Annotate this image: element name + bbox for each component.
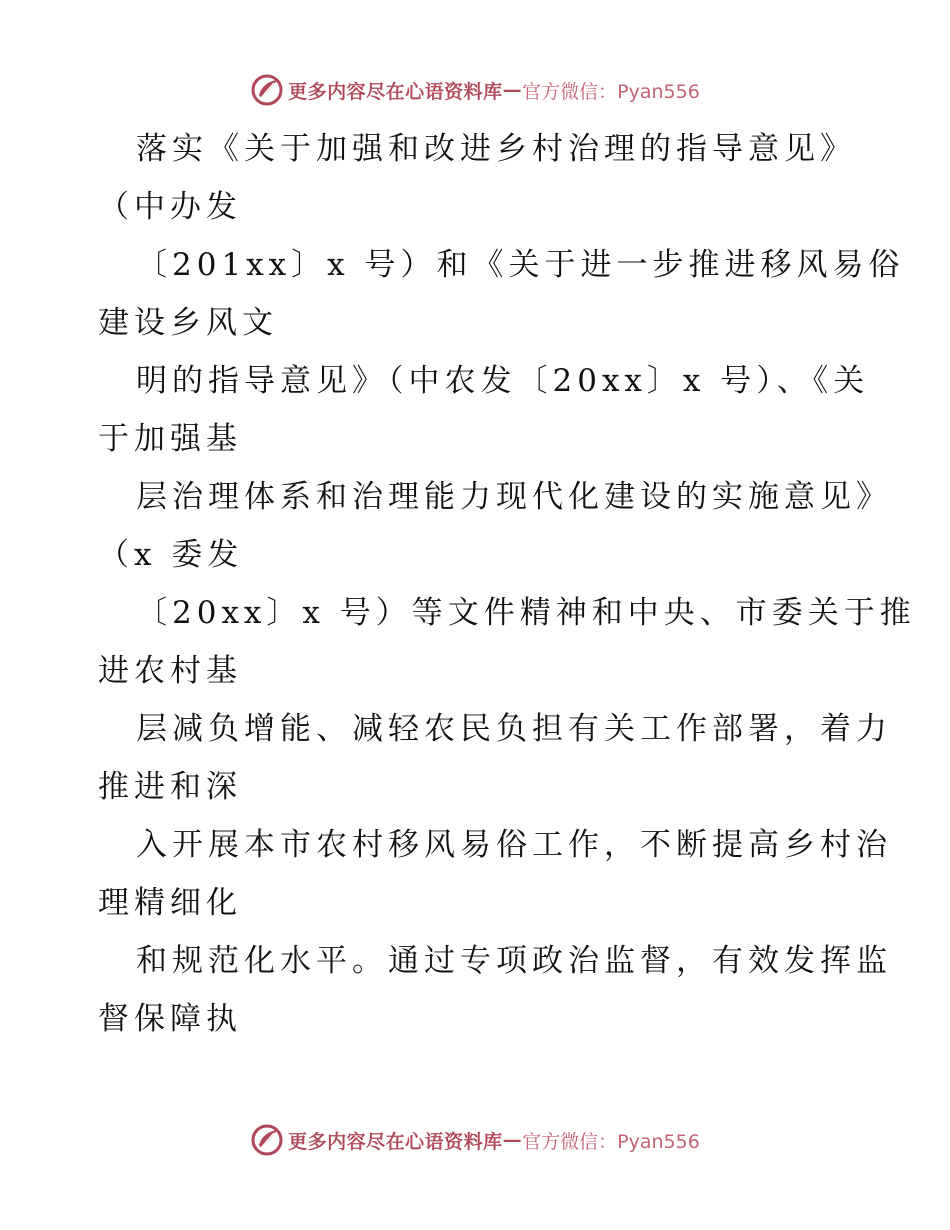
watermark-separator: — bbox=[502, 79, 523, 101]
body-line: 和规范化水平。通过专项政治监督，有效发挥监 bbox=[136, 943, 892, 979]
body-line: 督保障执 bbox=[98, 1001, 242, 1037]
body-line: 〔201xx〕x 号）和《关于进一步推进移风易俗 bbox=[136, 247, 905, 283]
body-line: 落实《关于加强和改进乡村治理的指导意见》 bbox=[136, 131, 856, 167]
body-line: 〔20xx〕x 号）等文件精神和中央、市委关于推 bbox=[136, 595, 916, 631]
body-line: （x 委发 bbox=[98, 537, 244, 573]
body-line: （中办发 bbox=[98, 189, 242, 225]
body-line: 层减负增能、减轻农民负担有关工作部署，着力 bbox=[136, 711, 892, 747]
header-watermark bbox=[0, 68, 950, 112]
body-line: 层治理体系和治理能力现代化建设的实施意见》 bbox=[136, 479, 892, 515]
watermark-separator: — bbox=[502, 1129, 523, 1151]
brand-logo-icon bbox=[250, 73, 284, 107]
body-line: 进农村基 bbox=[98, 653, 242, 689]
watermark-contact: 官方微信：Pyan556 bbox=[522, 80, 700, 103]
document-body bbox=[98, 120, 916, 1048]
body-line: 建设乡风文 bbox=[98, 305, 278, 341]
watermark-contact: 官方微信：Pyan556 bbox=[522, 1130, 700, 1153]
footer-watermark bbox=[0, 1118, 950, 1162]
watermark-site-text: 更多内容尽在心语资料库 bbox=[288, 1130, 503, 1153]
brand-logo-icon bbox=[250, 1123, 284, 1157]
body-line: 入开展本市农村移风易俗工作，不断提高乡村治 bbox=[136, 827, 892, 863]
body-line: 于加强基 bbox=[98, 421, 242, 457]
body-line: 理精细化 bbox=[98, 885, 242, 921]
body-line: 明的指导意见》（中农发〔20xx〕x 号）、《关 bbox=[136, 363, 870, 399]
watermark-site-text: 更多内容尽在心语资料库 bbox=[288, 80, 503, 103]
body-line: 推进和深 bbox=[98, 769, 242, 805]
